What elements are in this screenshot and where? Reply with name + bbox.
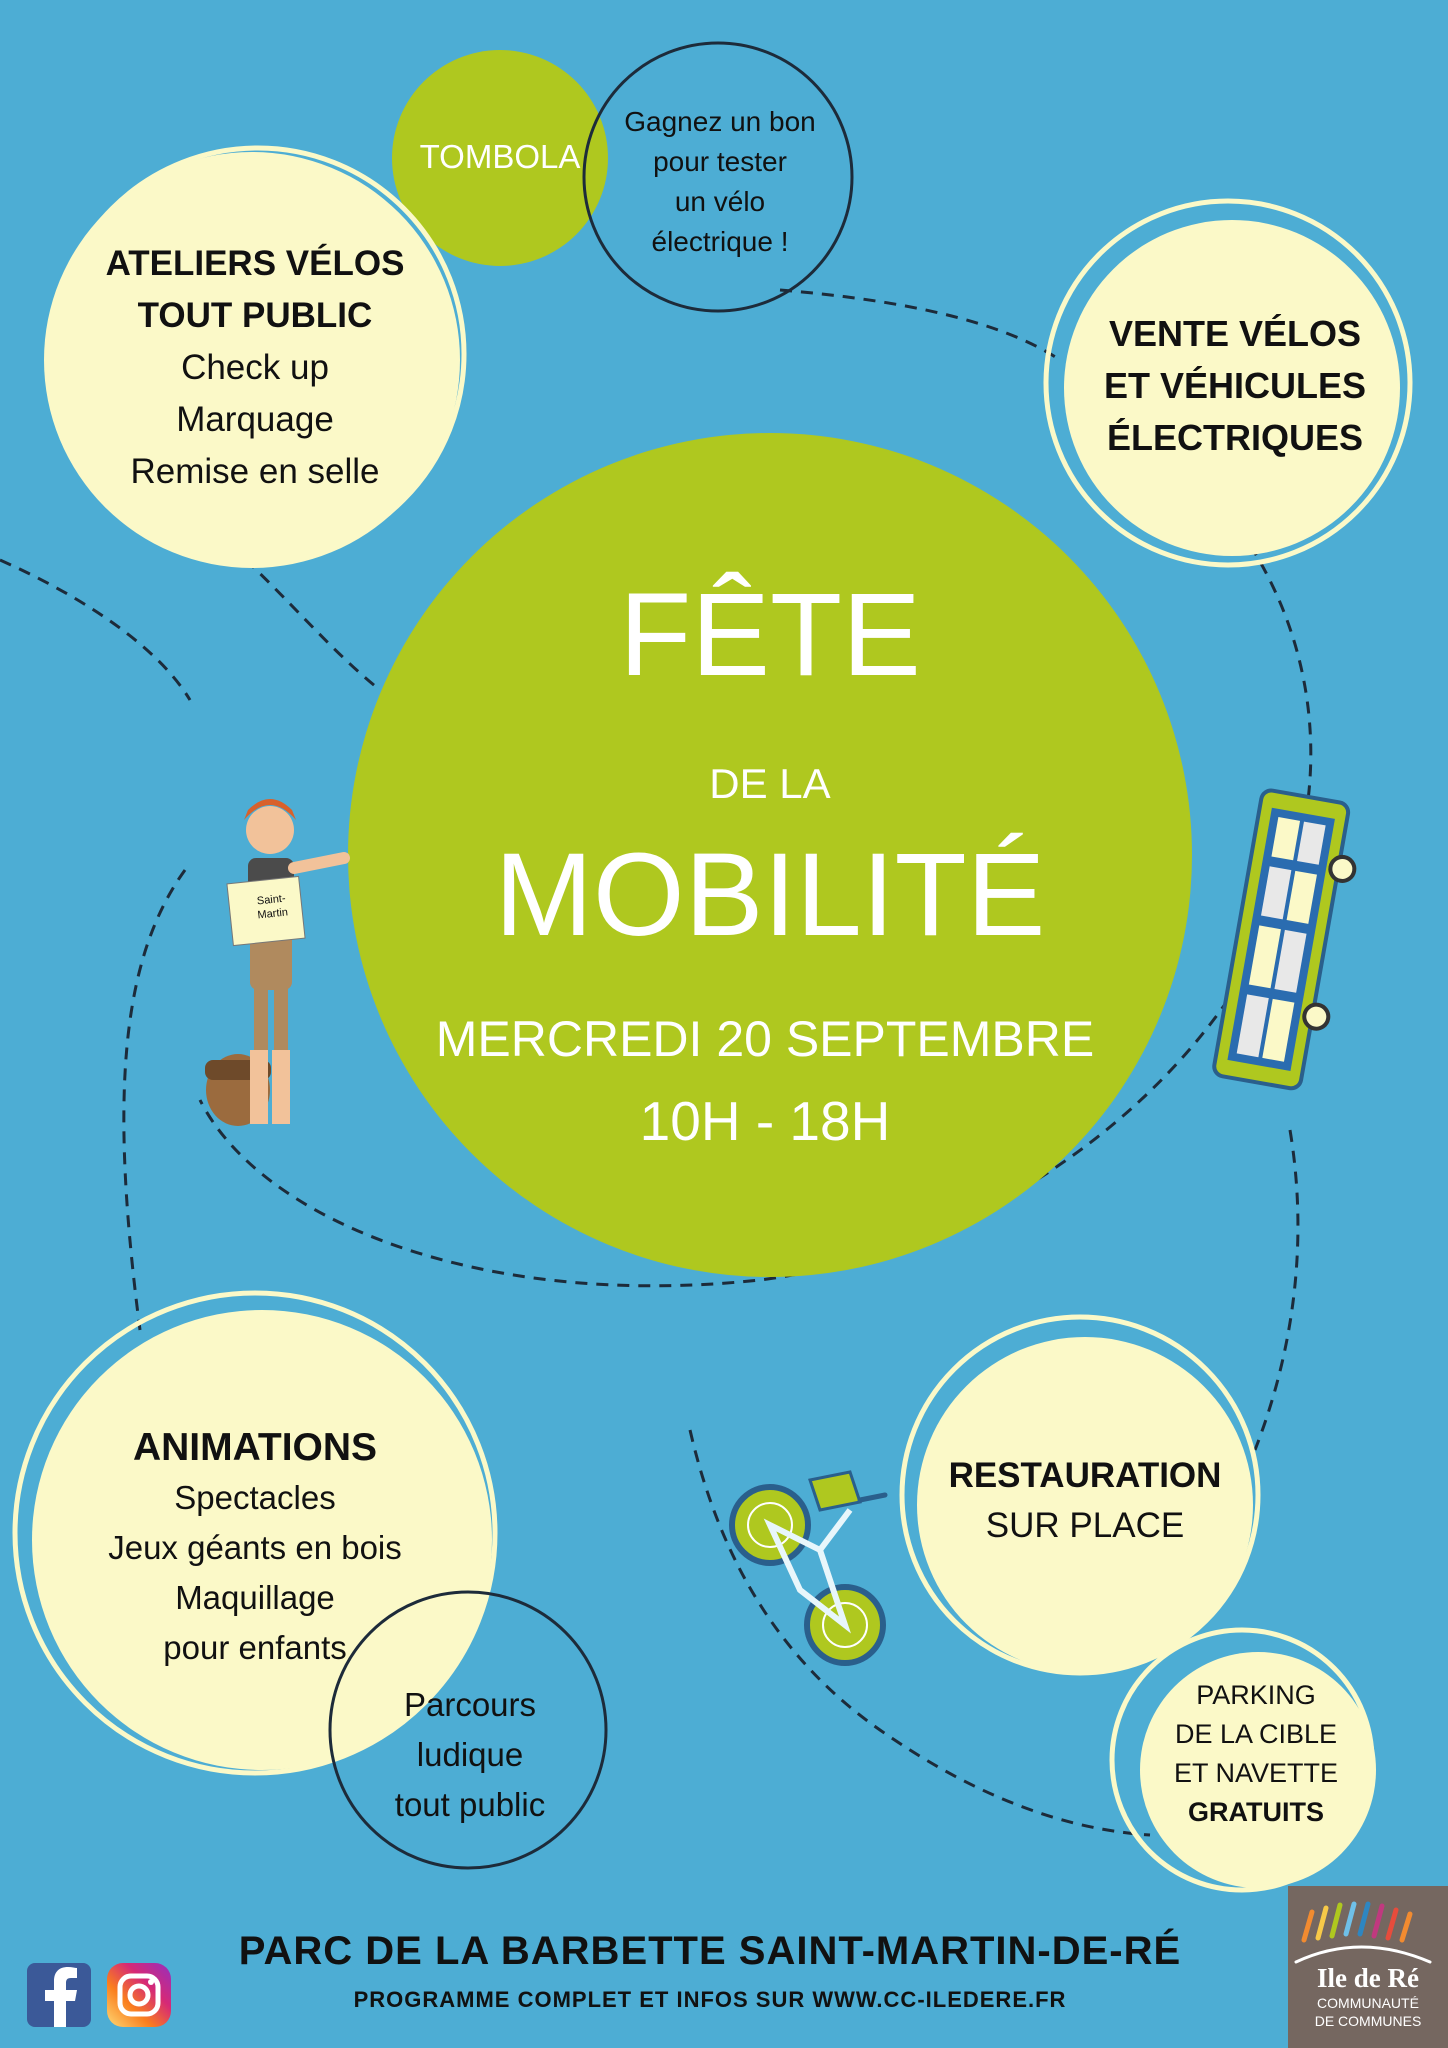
main-date: MERCREDI 20 SEPTEMBRE <box>435 1011 1095 1067</box>
animations-block <box>60 1418 450 1678</box>
footer-location: PARC DE LA BARBETTE SAINT-MARTIN-DE-RÉ <box>238 1929 1182 1973</box>
parking-line-1: PARKING <box>1196 1680 1316 1710</box>
main-hours: 10H - 18H <box>639 1090 891 1152</box>
animations-line-2: Jeux géants en bois <box>108 1529 402 1566</box>
logo-name: Ile de Ré <box>1317 1963 1419 1993</box>
animations-line-1: Spectacles <box>174 1479 336 1516</box>
facebook-link[interactable] <box>27 1963 91 2027</box>
animations-heading: ANIMATIONS <box>132 1426 378 1469</box>
main-title-fete: FÊTE <box>619 569 921 701</box>
parcours-block <box>350 1675 590 1835</box>
instagram-link[interactable] <box>107 1963 171 2027</box>
ateliers-heading-2: TOUT PUBLIC <box>137 296 373 335</box>
ateliers-line-1: Check up <box>181 348 329 387</box>
parking-block <box>1150 1676 1362 1832</box>
restauration-line: SUR PLACE <box>985 1506 1185 1545</box>
tombola-description <box>600 98 840 266</box>
logo-sub-2: DE COMMUNES <box>1314 2013 1422 2029</box>
tombola-line-3: un vélo <box>674 186 766 217</box>
ateliers-block <box>70 238 440 498</box>
parking-bold-line: GRATUITS <box>1188 1797 1324 1827</box>
ateliers-line-2: Marquage <box>176 400 334 439</box>
parcours-line-3: tout public <box>394 1786 546 1823</box>
hitchhiker-sign-line-2: Martin <box>256 906 289 922</box>
parcours-line-1: Parcours <box>403 1686 537 1723</box>
animations-line-4: pour enfants <box>163 1629 347 1666</box>
bus-illustration <box>1213 789 1366 1093</box>
hitchhiker-illustration <box>205 799 344 1126</box>
vente-heading-1: VENTE VÉLOS <box>1108 313 1362 354</box>
footer-info[interactable]: PROGRAMME COMPLET ET INFOS SUR WWW.CC-ILEDERE.FR <box>353 1987 1067 2012</box>
animations-line-3: Maquillage <box>175 1579 335 1616</box>
bicycle-illustration <box>732 1472 885 1663</box>
ateliers-heading-1: ATELIERS VÉLOS <box>105 244 405 283</box>
tombola-line-4: électrique ! <box>651 226 789 257</box>
logo-sub-1: COMMUNAUTÉ <box>1317 1995 1419 2011</box>
tombola-label: TOMBOLA <box>419 138 581 175</box>
vente-heading-2: ET VÉHICULES <box>1103 365 1367 406</box>
parcours-line-2: ludique <box>416 1736 524 1773</box>
tombola-line-1: Gagnez un bon <box>624 106 816 137</box>
main-title-mobilite: MOBILITÉ <box>494 829 1046 961</box>
restauration-heading: RESTAURATION <box>948 1456 1222 1495</box>
parking-line-2: DE LA CIBLE <box>1174 1719 1338 1749</box>
tombola-line-2: pour tester <box>653 146 787 177</box>
ateliers-line-3: Remise en selle <box>130 452 380 491</box>
main-title-de-la: DE LA <box>709 760 831 807</box>
restauration-block <box>935 1448 1235 1554</box>
hitchhiker-sign-line-1: Saint- <box>256 892 287 908</box>
logo <box>1288 1962 1448 2030</box>
vente-heading-3: ÉLECTRIQUES <box>1106 417 1364 458</box>
vente-block <box>1080 308 1390 464</box>
parking-line-3: ET NAVETTE <box>1173 1758 1339 1788</box>
